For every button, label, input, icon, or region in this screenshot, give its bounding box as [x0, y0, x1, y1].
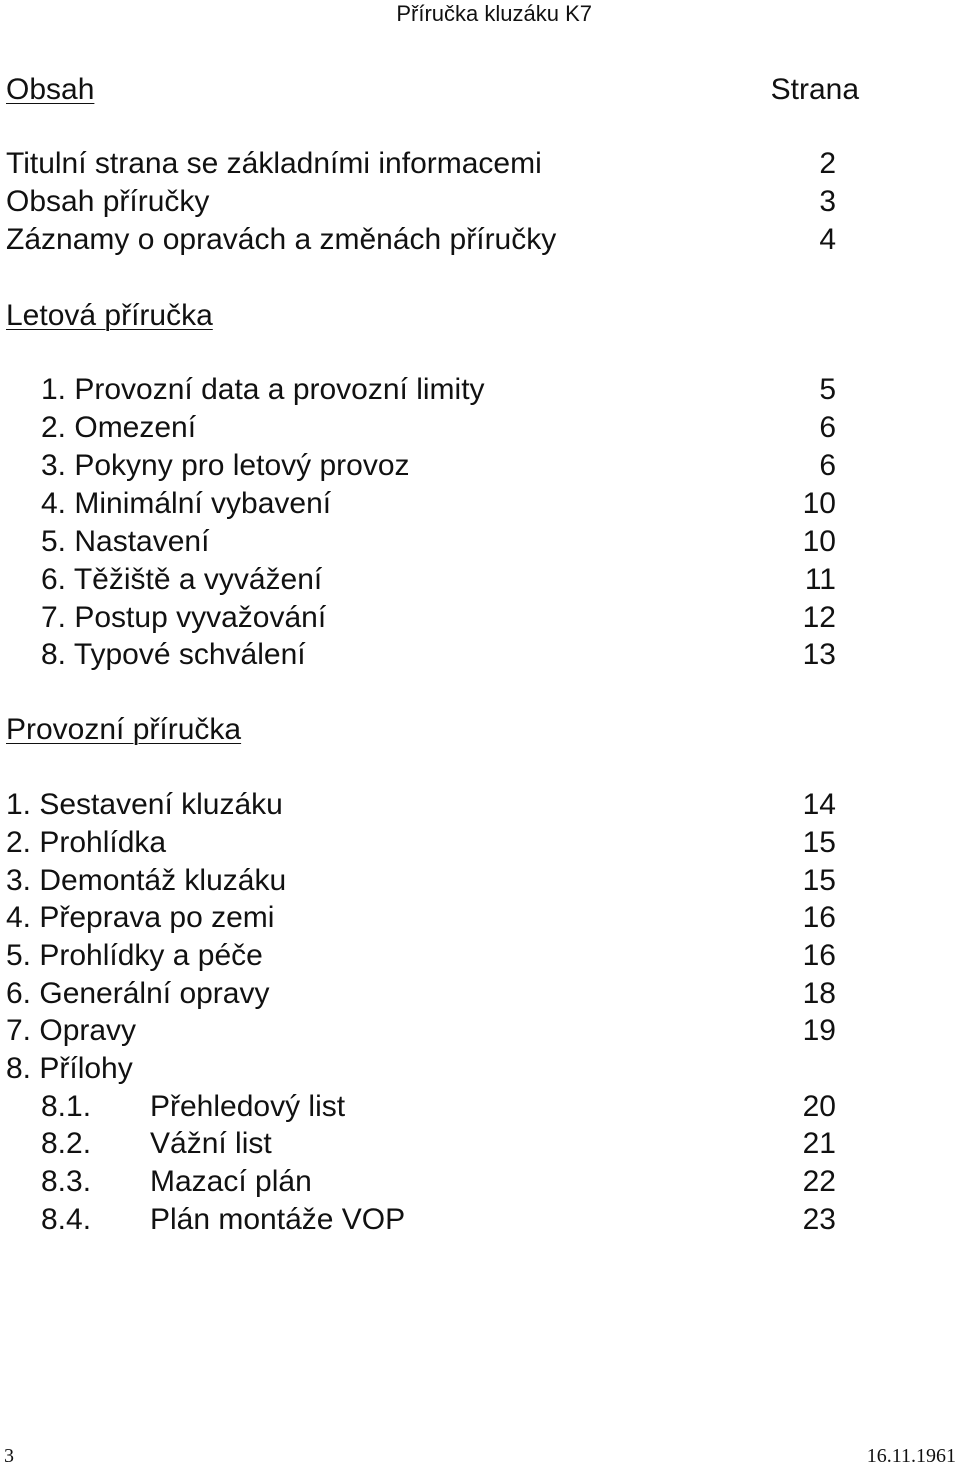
toc-entry-page: 16: [802, 901, 836, 934]
toc-subentry-label: Plán montáže VOP: [150, 1203, 406, 1236]
toc-entry-page: 19: [802, 1014, 836, 1047]
toc-entry-label: 6. Těžiště a vyvážení: [41, 563, 323, 596]
toc-subentry-number: 8.2.: [41, 1127, 92, 1160]
toc-subentry-page: 20: [802, 1090, 836, 1123]
toc-entry-page: 13: [802, 638, 836, 671]
toc-entry-page: 6: [819, 411, 836, 444]
toc-entry-page: 2: [819, 147, 836, 180]
section-title-operations-manual: Provozní příručka: [6, 713, 242, 746]
toc-entry-label: 2. Omezení: [41, 411, 197, 444]
toc-entry-label: 1. Provozní data a provozní limity: [41, 373, 485, 406]
toc-entry-page: 12: [802, 601, 836, 634]
toc-subentry-number: 8.1.: [41, 1090, 92, 1123]
toc-entry-page: 4: [819, 223, 836, 256]
toc-subentry-label: Mazací plán: [150, 1165, 312, 1198]
toc-entry-page: 14: [802, 788, 836, 821]
toc-subentry-label: Přehledový list: [150, 1090, 346, 1123]
toc-entry-label: 8. Typové schválení: [41, 638, 306, 671]
toc-entry-page: 11: [804, 563, 836, 596]
toc-entry-page: 10: [802, 487, 836, 520]
running-header: Příručka kluzáku K7: [396, 1, 592, 26]
toc-title: Obsah: [6, 73, 95, 106]
toc-entry-page: 18: [802, 977, 836, 1010]
toc-entry-label: Záznamy o opravách a změnách příručky: [6, 223, 557, 256]
toc-entry-label: 5. Nastavení: [41, 525, 210, 558]
section-title-flight-manual: Letová příručka: [6, 299, 213, 332]
toc-entry-page: 15: [802, 864, 836, 897]
toc-entry-page: 3: [819, 185, 836, 218]
toc-entry-label: 1. Sestavení kluzáku: [6, 788, 283, 821]
toc-subentry-page: 22: [802, 1165, 836, 1198]
toc-entry-page: 10: [802, 525, 836, 558]
toc-entry-page: 6: [819, 449, 836, 482]
toc-entry-label: 8. Přílohy: [6, 1052, 133, 1085]
footer-page-number: 3: [4, 1445, 14, 1467]
toc-entry-label: 4. Přeprava po zemi: [6, 901, 275, 934]
page-column-heading: Strana: [770, 73, 859, 106]
toc-subentry-number: 8.3.: [41, 1165, 92, 1198]
footer-date: 16.11.1961: [866, 1445, 956, 1467]
toc-entry-label: 3. Demontáž kluzáku: [6, 864, 287, 897]
toc-subentry-number: 8.4.: [41, 1203, 92, 1236]
toc-subentry-label: Vážní list: [150, 1127, 272, 1160]
toc-entry-label: 7. Postup vyvažování: [41, 601, 327, 634]
toc-entry-label: 4. Minimální vybavení: [41, 487, 332, 520]
toc-entry-label: Titulní strana se základními informacemi: [6, 147, 542, 180]
toc-entry-page: 16: [802, 939, 836, 972]
toc-entry-page: 5: [819, 373, 836, 406]
toc-entry-label: 3. Pokyny pro letový provoz: [41, 449, 410, 482]
toc-entry-label: 7. Opravy: [6, 1014, 137, 1047]
toc-subentry-page: 23: [802, 1203, 836, 1236]
toc-entry-page: 15: [802, 826, 836, 859]
toc-subentry-page: 21: [802, 1127, 836, 1160]
toc-entry-label: 6. Generální opravy: [6, 977, 270, 1010]
toc-entry-label: Obsah příručky: [6, 185, 210, 218]
toc-entry-label: 2. Prohlídka: [6, 826, 167, 859]
toc-entry-label: 5. Prohlídky a péče: [6, 939, 263, 972]
